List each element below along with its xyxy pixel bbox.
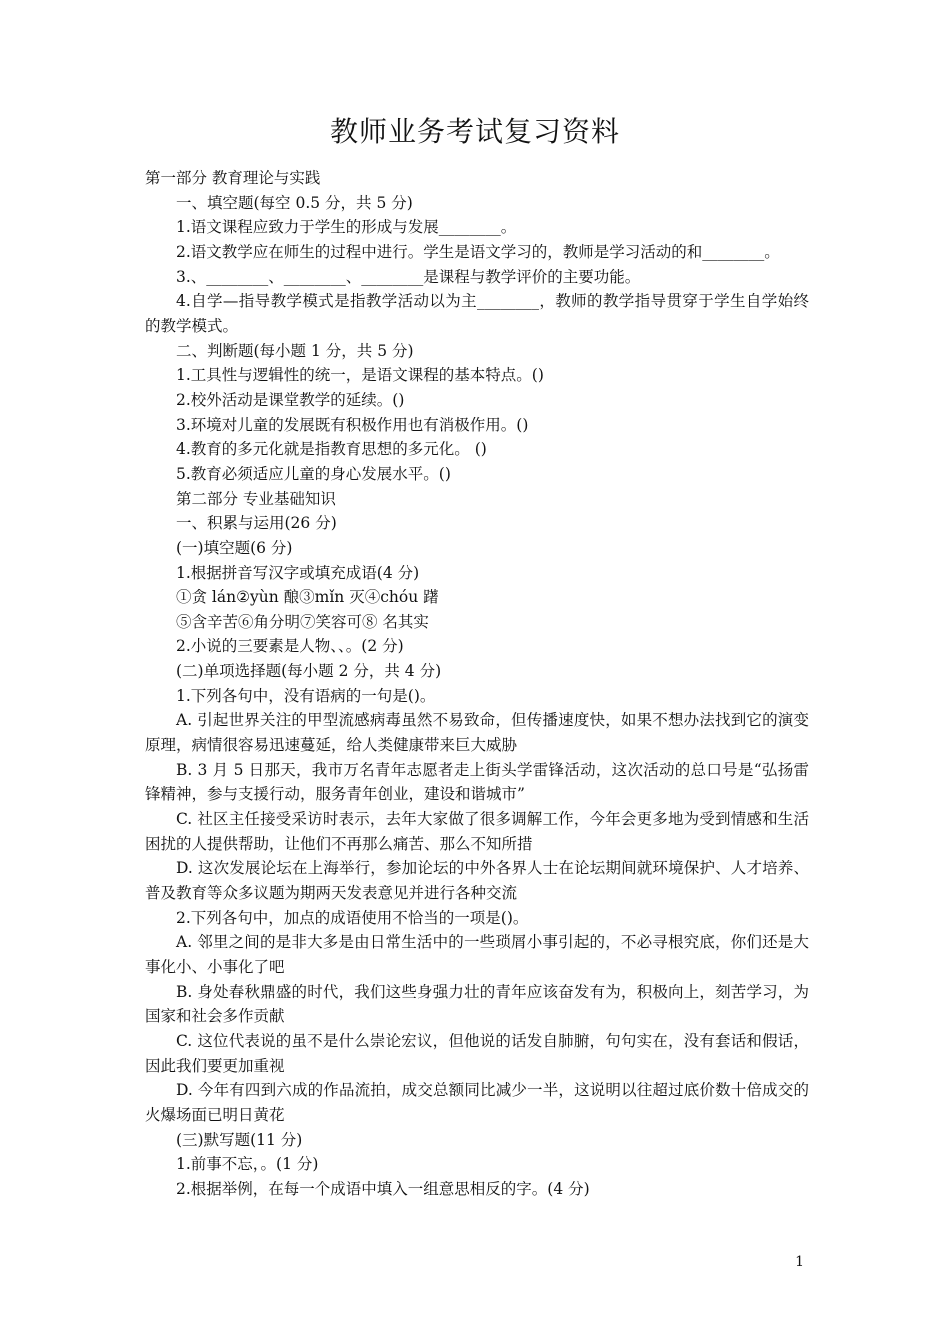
question-paragraph: 4.自学—指导教学模式是指教学活动以为主________，教师的教学指导贯穿于学生自学始终的教学模式。 [145,292,809,335]
question-line: ⑤含辛苦⑥角分明⑦笑容可⑧ 名其实 [176,612,429,631]
option-paragraph: A. 引起世界关注的甲型流感病毒虽然不易致命，但传播速度快，如果不想办法找到它的演变原理，病情很容易迅速蔓延，给人类健康带来巨大威胁 [145,711,809,755]
question-line: 1.前事不忘，。(1 分) [176,1155,319,1174]
question-line: 1.下列各句中，没有语病的一句是()。 [176,686,436,705]
option-paragraph: C. 这位代表说的虽不是什么崇论宏议，但他说的话发自肺腑，句句实在，没有套话和假话，因此我们要更加重视 [145,1031,809,1075]
document-title: 教师业务考试复习资料 [329,115,620,148]
page-number: 1 [795,1254,804,1270]
option-paragraph: A. 邻里之间的是非大多是由日常生活中的一些琐屑小事引起的，不必寻根究底，你们还是大事化小、小事化了吧 [145,933,809,976]
question-line: 1.工具性与逻辑性的统一，是语文课程的基本特点。() [176,366,544,385]
question-line: 2.小说的三要素是人物、、。(2 分) [176,637,404,656]
option-paragraph: B. 3 月 5 日那天，我市万名青年志愿者走上街头学雷锋活动，这次活动的总口号是“弘扬雷锋精神，参与支援行动，服务青年创业，建设和谐城市” [145,760,809,804]
option-paragraph: D. 这次发展论坛在上海举行，参加论坛的中外各界人士在论坛期间就环境保护、人才培养、普及教育等众多议题为期两天发表意见并进行各种交流 [145,859,809,903]
part-heading: 第一部分 教育理论与实践 [145,169,321,187]
question-line: 1.根据拼音写汉字或填充成语(4 分) [176,563,420,582]
part-heading: 第二部分 专业基础知识 [176,489,336,508]
subsection-heading: (一)填空题(6 分) [176,538,293,557]
question-line: 3.环境对儿童的发展既有积极作用也有消极作用。() [176,415,529,434]
question-line: 2.校外活动是课堂教学的延续。() [176,390,405,409]
question-line: 4.教育的多元化就是指教育思想的多元化。 () [176,440,487,459]
subsection-heading: (三)默写题(11 分) [176,1130,303,1149]
section-heading: 一、填空题(每空 0.5 分，共 5 分) [176,193,413,212]
section-heading: 一、积累与运用(26 分) [176,514,337,533]
subsection-heading: (二)单项选择题(每小题 2 分，共 4 分) [176,662,442,681]
question-line: ①贪 lán②yùn 酿③mǐn 灭④chóu 躇 [176,588,439,607]
question-line: 5.教育必须适应儿童的身心发展水平。() [176,464,451,483]
document-body [145,166,809,1202]
question-line: 3.、________、________、________是课程与教学评价的主要功能。 [176,267,641,286]
question-line: 2.根据举例，在每一个成语中填入一组意思相反的字。(4 分) [176,1179,590,1198]
option-paragraph: D. 今年有四到六成的作品流拍，成交总额同比减少一半，这说明以往超过底价数十倍成交的火爆场面已明日黄花 [145,1081,809,1124]
section-heading: 二、判断题(每小题 1 分，共 5 分) [176,341,414,360]
option-paragraph: C. 社区主任接受采访时表示，去年大家做了很多调解工作，今年会更多地为受到情感和生活困扰的人提供帮助，让他们不再那么痛苦、那么不知所措 [145,810,809,853]
option-paragraph: B. 身处春秋鼎盛的时代，我们这些身强力壮的青年应该奋发有为，积极向上，刻苦学习，为国家和社会多作贡献 [145,982,809,1026]
question-line: 1.语文课程应致力于学生的形成与发展________。 [176,218,517,237]
question-line: 2.下列各句中，加点的成语使用不恰当的一项是()。 [176,908,529,927]
question-line: 2.语文教学应在师生的过程中进行。学生是语文学习的，教师是学习活动的和________。 [176,242,780,261]
